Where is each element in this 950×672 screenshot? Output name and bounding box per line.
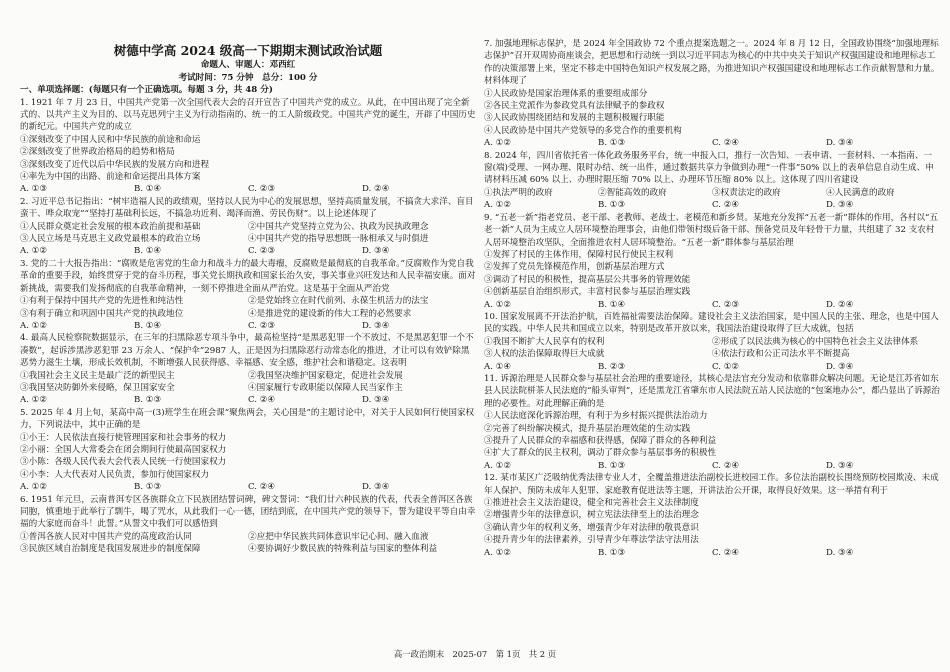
- question-stem: 3. 党的二十大报告指出：“腐败是危害党的生命力和战斗力的最大毒瘤，反腐败是最彻底的自我革命。”反腐败作为党自我革命的重要手段，始终贯穿于党的奋斗历程，事关党长期执政和国家长治久安，事关事业兴旺发达和人民幸福安康。面对新挑战，需要我们发扬彻底的自我革命精神，一刻不停推进全面从严治党。这是基于全面从严治党: [20, 258, 476, 294]
- option-row: [20, 370, 476, 382]
- answer-choice: D. ③④: [826, 361, 854, 372]
- question-option: ④依法行政和公正司法水平不断提高: [712, 349, 850, 360]
- question: [20, 494, 476, 556]
- answer-choices: [484, 361, 940, 373]
- answer-choice: D. ③④: [826, 547, 854, 558]
- answer-choice: A. ①②: [484, 299, 512, 310]
- question-option: ②各民主党派作为参政党具有法律赋予的参政权: [484, 101, 665, 112]
- answer-choice: C. ②④: [712, 460, 740, 471]
- option-row: [20, 382, 476, 394]
- section-heading: 一、单项选择题：(每题只有一个正确选项。每题 3 分，共 48 分): [20, 85, 273, 96]
- question-option: ③民族区域自治制度是我国发展进步的制度保障: [20, 544, 201, 555]
- question-option: ①我国社会主义民主是最广泛的新型民主: [20, 370, 175, 381]
- answer-choice: C. ②④: [712, 138, 740, 149]
- answer-choice: B. ①④: [134, 184, 162, 195]
- answer-choices: [20, 320, 476, 332]
- question-stem: 10. 国家发展离不开法治护航，百姓福祉需要法治保障。建设社会主义法治国家，是中国人民的主张、理念，也是中国人民的实践。中华人民共和国成立以来，特别是改革开放以来，我国法治建设取得了巨大成就，包括: [484, 311, 939, 335]
- question-option: ①人民政协是国家治理体系的重要组成部分: [484, 88, 648, 99]
- answer-choice: D. ③④: [362, 482, 390, 493]
- question-option: ①人民群众奠定社会发展的根本政治前提和基础: [20, 221, 201, 232]
- answer-choices: [20, 183, 476, 195]
- question-option: ①我国不断扩大人民享有的权利: [484, 336, 605, 347]
- question-option: ①普洱各族人民对中国共产党的高度政治认同: [20, 531, 192, 542]
- question-option: ①发挥了村民的主体作用，保障村民行使民主权利: [484, 249, 674, 260]
- question-option: ②我国坚决维护国家稳定，促进社会发展: [248, 370, 403, 381]
- question-option: ①小王：人民依法直接行使管理国家和社会事务的权力: [20, 432, 227, 443]
- answer-choice: D. ③④: [826, 200, 854, 211]
- answer-choice: B. ①④: [134, 320, 162, 331]
- option-row: [484, 187, 940, 199]
- question-option: ①推进社会主义法治建设，健全和完善社会主义法律制度: [484, 498, 699, 509]
- question-option: ③人民立场是马克思主义政党最根本的政治立场: [20, 234, 201, 245]
- answer-choices: [484, 137, 940, 149]
- answer-choice: B. ①④: [134, 246, 162, 257]
- answer-choice: C. ②④: [712, 547, 740, 558]
- answer-choice: D. ③④: [362, 320, 390, 331]
- question: [484, 38, 940, 150]
- answer-choice: B. ①③: [134, 482, 162, 493]
- left-questions: [20, 97, 476, 556]
- question: [484, 472, 940, 559]
- answer-choice: C. ②④: [248, 395, 276, 406]
- answer-choices: [484, 460, 940, 472]
- answer-choices: [484, 299, 940, 311]
- question-option: ②是党始终立在时代前列、永葆生机活力的法宝: [248, 296, 429, 307]
- question-stem: 8. 2024 年，四川省依托省一体化政务服务平台，统一申报入口，推行一次告知、一表申请、一套材料、一本指南、一窗(端)受理、一网办理、限时办结、统一出件，通过数据共享力争做到办理“一件事”50% 以上的表单信息自动生成、申请材料压减 60% 以上、办理时限压缩 70% 以上、办理环节压缩 80% 以上。这体现了四川省建设: [484, 150, 934, 186]
- question: [20, 258, 476, 332]
- question-option: ②应把中华民族共同体意识牢记心间、融入血液: [248, 531, 429, 542]
- question-option: ④扩大了群众的民主权利，调动了群众参与基层事务的积极性: [484, 448, 717, 459]
- answer-choice: B. ①③: [134, 395, 162, 406]
- answer-choice: C. ②④: [712, 200, 740, 211]
- question-option: ③人民政协围绕团结和发展的主题积极履行职能: [484, 113, 665, 124]
- answer-choices: [484, 547, 940, 559]
- answer-choice: A. ①②: [484, 200, 512, 211]
- answer-choice: A. ①②: [484, 460, 512, 471]
- answer-choice: D. ③④: [362, 395, 390, 406]
- question-option: ③权责法定的政府: [712, 187, 781, 198]
- answer-choice: A. ①③: [20, 184, 48, 195]
- question: [20, 407, 476, 494]
- question-option: ④人民满意的政府: [826, 187, 895, 198]
- question-option: ④国家履行专政职能以保障人民当家作主: [248, 382, 403, 393]
- question-option: ②完善了纠纷解决模式，提升基层治理效能的生动实践: [484, 423, 691, 434]
- question-option: ②形成了以民法典为核心的中国特色社会主义法律体系: [712, 336, 919, 347]
- answer-choice: D. ②④: [826, 299, 854, 310]
- question-stem: 9. “五老一新”指老党员、老干部、老教师、老战士、老模范和新乡贤。某地充分发挥“五老一新”群体的作用，各村以“五老一新”人员为主成立人居环境整治理事会，由他们带领村级后备干部、预备党员及年轻骨干力量，共组建了 32 支农村人居环境整治攻坚队，全面推进农村人居环境整治。“五老一新”群体参与基层治理: [484, 212, 938, 248]
- question-option: ③有利于确立和巩固中国共产党的执政地位: [20, 308, 184, 319]
- answer-choice: B. ①③: [598, 460, 626, 471]
- answer-choices: [484, 199, 940, 211]
- question: [20, 332, 476, 406]
- option-row: [20, 221, 476, 233]
- question-option: ③提升了人民群众的幸福感和获得感，保障了群众的各种利益: [484, 436, 717, 446]
- question-option: ④中国共产党的指导思想既一脉相承又与时俱进: [248, 234, 429, 245]
- question-stem: 11. 诉源治理是人民群众参与基层社会治理的重要途径，其核心是法官充分发动和依靠群众解决问题。无论是江苏省如东县人民法院栟茶人民法庭的“船头审判”，还是黑龙江省肇东市人民法院五站人民法庭的“包案地办公”，都凸显出了诉源治理的必要性。对此理解正确的是: [484, 373, 940, 409]
- answer-choice: C. ②③: [712, 299, 740, 310]
- question-option: ①有利于保持中国共产党的先进性和纯洁性: [20, 296, 184, 307]
- question-stem: 5. 2025 年 4 月上旬，某高中高一(3)班学生在班会课“聚焦两会，关心国是”的主题讨论中，对关于人民如何行使国家权力，下列说法中，其中正确的是: [20, 407, 475, 431]
- question-option: ④人民政协是中国共产党领导的多党合作的重要机构: [484, 125, 682, 136]
- answer-choice: D. ②④: [362, 184, 390, 195]
- answer-choice: C. ①②: [712, 361, 740, 372]
- question: [20, 97, 476, 196]
- answer-choice: A. ①②: [20, 320, 48, 331]
- question-option: ②中国共产党坚持立党为公、执政为民执政理念: [248, 221, 429, 232]
- question: [484, 212, 940, 311]
- answer-choice: A. ①②: [20, 246, 48, 257]
- question-option: ④是推进党的建设新的伟大工程的必然要求: [248, 308, 412, 319]
- answer-choice: B. ②③: [598, 361, 626, 372]
- answer-choice: A. ①②: [20, 482, 48, 493]
- question-option: ④创新基层自治组织形式，丰富村民参与基层治理实践: [484, 287, 691, 298]
- answer-choice: B. ①④: [598, 299, 626, 310]
- question-option: ③确认青少年的权利义务，增强青少年对法律的敬畏意识: [484, 522, 699, 533]
- question-option: ②发挥了党员先锋模范作用，创新基层治理方式: [484, 262, 665, 273]
- question-option: ③小陈：各级人民代表大会代表人民统一行使国家权力: [20, 457, 227, 468]
- option-row: [484, 336, 940, 348]
- option-row: [20, 308, 476, 320]
- exam-info: 考试时间：75 分钟 总分：100 分: [178, 72, 318, 83]
- option-row: [20, 295, 476, 307]
- question-stem: 1. 1921 年 7 月 23 日，中国共产党第一次全国代表大会的召开宣告了中国共产党的成立。从此，在中国出现了完全新式的、以共产主义为目的、以马克思列宁主义为行动指南的、统一的工人阶级政党。中国共产党的诞生，开辟了中国历史的新纪元。中国共产党的成立: [20, 97, 476, 133]
- right-questions: [484, 38, 940, 559]
- question-stem: 7. 加强地理标志保护，是 2024 年全国政协 72 个重点提案选题之一。2024 年 8 月 12 日，全国政协围绕“加强地理标志保护”召开双周协商座谈会，把思想和行动统一到以习近平同志为核心的中共中央关于知识产权强国建设和地理标志工作的决策部署上来，坚定不移走中国特色知识产权发展之路，为推进知识产权强国建设和地理标志工作贡献智慧和力量。材料体现了: [484, 39, 940, 87]
- answer-choice: C. ②③: [248, 246, 276, 257]
- answer-choice: D. ③④: [362, 246, 390, 257]
- answer-choice: B. ①③: [598, 138, 626, 149]
- question-option: ③我国坚决防御外来侵略，保卫国家安全: [20, 382, 175, 393]
- question-option: ③人权的法治保障取得巨大成就: [484, 349, 605, 360]
- answer-choice: A. ①②: [484, 138, 512, 149]
- question-stem: 4. 最高人民检察院数据显示，在三年的扫黑除恶专项斗争中，最高检坚持“是黑恶犯罪一个不放过、不是黑恶犯罪一个不凑数”，起诉涉黑涉恶犯罪 23 万余人、“保护伞”2987 人，正是因为扫黑除恶行动常态化的推进，才让可以有效铲除黑恶势力滋生土壤，形成长效机制，不断增强人民获得感、幸福感、安全感，维护社会和谐稳定。这表明: [20, 333, 474, 369]
- question-option: ②增强青少年的法律意识，树立宪法法律至上的法治理念: [484, 510, 699, 521]
- option-row: [484, 348, 940, 360]
- question-stem: 12. 某市某区广泛吸纳优秀法律专业人才，全覆盖推进法治副校长进校园工作。多位法治副校长围绕预防校园欺凌、未成年人保护、预防未成年人犯罪、家庭教育促进法等主题，开讲法治公开课，取得良好效果。这一举措有利于: [484, 473, 939, 496]
- question-option: ①人民法庭深化诉源治理，有利于为乡村振兴提供法治动力: [484, 411, 708, 422]
- question: [484, 311, 940, 373]
- answer-choices: [20, 245, 476, 257]
- answer-choice: C. ②③: [248, 320, 276, 331]
- question-option: ③深刻改变了近代以后中华民族的发展方向和进程: [20, 159, 210, 170]
- question-option: ②小丽：全国人大常委会在闭会期间行使最高国家权力: [20, 444, 227, 455]
- option-row: [20, 543, 476, 555]
- answer-choice: D. ③④: [826, 460, 854, 471]
- question-option: ③调动了村民的积极性，提高基层公共事务的管理效能: [484, 274, 691, 285]
- answer-choice: C. ②④: [248, 482, 276, 493]
- question-option: ①深刻改变了中国人民和中华民族的前途和命运: [20, 134, 201, 145]
- answer-choice: C. ②③: [248, 184, 276, 195]
- page-footer: 高一政治期末 2025-07 第 1页 共 2 页: [393, 649, 557, 659]
- question-option: ①执法严明的政府: [484, 187, 553, 198]
- right-column: [484, 38, 940, 559]
- answer-choices: [20, 481, 476, 493]
- question-option: ②智能高效的政府: [598, 187, 667, 198]
- question: [484, 150, 940, 212]
- question-option: ②深刻改变了世界政治格局的趋势和格局: [20, 147, 175, 158]
- question-option: ④要协调好少数民族的特殊利益与国家的整体利益: [248, 544, 438, 555]
- option-row: [20, 233, 476, 245]
- setters-line: 命题人、审题人：邓西红: [200, 60, 296, 70]
- question-option: ④小李：人大代表对人民负责，参加行使国家权力: [20, 469, 210, 480]
- answer-choices: [20, 394, 476, 406]
- answer-choice: A. ①②: [20, 395, 48, 406]
- left-column: [20, 0, 476, 556]
- answer-choice: A. ①④: [484, 361, 512, 372]
- answer-choice: B. ①③: [598, 547, 626, 558]
- answer-choice: B. ①③: [598, 200, 626, 211]
- question-stem: 2. 习近平总书记指出：“树牢造福人民的政绩观，坚持以人民为中心的发展思想，坚持高质量发展，不搞贪大求洋、盲目蛮干、哗众取宠”“坚持打基础利长远，不搞急功近利、竭泽而渔、劳民伤财”。以上论述体现了: [20, 196, 474, 220]
- exam-title: 树德中学高 2024 级高一下期期末测试政治试题: [113, 43, 383, 58]
- answer-choice: A. ①②: [484, 547, 512, 558]
- question: [20, 196, 476, 258]
- answer-choice: D. ③④: [826, 138, 854, 149]
- question-option: ④率先为中国的出路、前途和命运提出具体方案: [20, 172, 201, 183]
- question-stem: 6. 1951 年元旦，云南普洱专区各族群众立下民族团结誓词碑，碑文誓词：“我们廿六种民族的代表，代表全普洱区各族同胞，慎重地于此举行了剽牛，喝了咒水，从此我们一心一德，团结到底，在中国共产党的领导下，誓为建设平等自由幸福的大家庭而奋斗！此誓。”从誓文中我们可以感悟到: [20, 494, 476, 530]
- option-row: [20, 531, 476, 543]
- question-option: ④提升青少年的法律素养，引导青少年尊法学法守法用法: [484, 535, 699, 546]
- question: [484, 373, 940, 472]
